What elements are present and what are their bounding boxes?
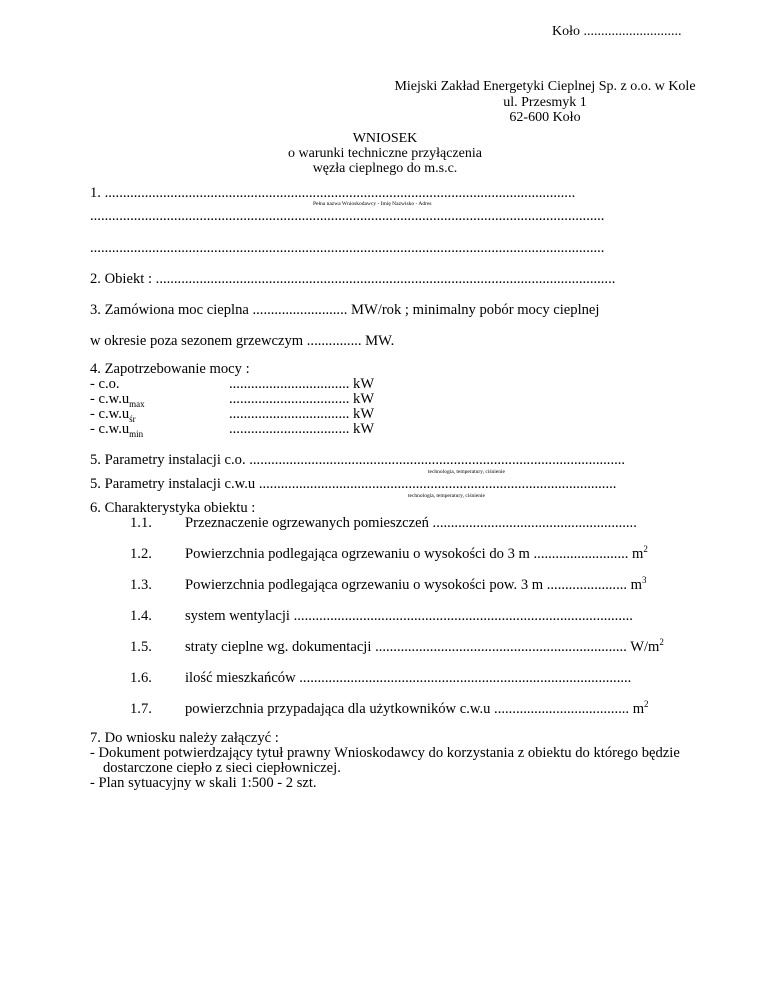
power-row-value: ................................. kW xyxy=(229,421,375,437)
section7-heading: 7. Do wniosku należy załączyć : xyxy=(90,730,279,746)
item-text xyxy=(185,544,648,562)
title-subject-2: węzła cieplnego do m.s.c. xyxy=(312,161,458,176)
section5b-caption: technologia, temperatury, ciśnienie xyxy=(408,493,485,499)
item-text-body: straty cieplne wg. dokumentacji ..................................................................... W/m xyxy=(185,639,660,655)
item-number: 1.2. xyxy=(130,546,152,562)
item-number: 1.4. xyxy=(130,608,152,624)
attachment-item-1-cont: dostarczone ciepło z sieci ciepłowniczej. xyxy=(103,760,341,776)
section3-line1: 3. Zamówiona moc cieplna .......................... MW/rok ; minimalny pobór mocy cieplnej xyxy=(90,302,600,318)
section1-line2: ............................................................................................................................................. xyxy=(90,208,605,224)
section3-line2: w okresie poza sezonem grzewczym ............... MW. xyxy=(90,333,395,349)
item-text: ilość mieszkańców ........................................................................................... xyxy=(185,670,632,686)
item-text xyxy=(185,637,664,655)
power-row-label: - c.w.u xyxy=(90,391,130,407)
power-row-value: ................................. kW xyxy=(229,376,375,392)
section1-caption: Pełna nazwa Wnioskodawcy - Imię Nazwisko - Adres xyxy=(313,201,432,207)
power-row-label: - c.o. xyxy=(90,376,120,392)
item-number: 1.3. xyxy=(130,577,152,593)
power-row-subscript: max xyxy=(129,398,145,409)
section5a-line: 5. Parametry instalacji c.o. ....................................................................................................... xyxy=(90,452,626,468)
item-text xyxy=(185,575,647,593)
company-street: ul. Przesmyk 1 xyxy=(503,95,587,110)
item-text xyxy=(185,699,649,717)
title-subject: o warunki techniczne przyłączenia xyxy=(288,146,482,161)
unit-superscript: 2 xyxy=(643,544,648,555)
power-row-subscript: min xyxy=(129,428,144,439)
item-number: 1.7. xyxy=(130,701,152,717)
power-row-cwu-max xyxy=(90,392,145,407)
attachment-item-2: - Plan sytuacyjny w skali 1:500 - 2 szt. xyxy=(90,775,317,791)
company-name: Miejski Zakład Energetyki Cieplnej Sp. z o.o. w Kole xyxy=(394,79,696,94)
title-wniosek: WNIOSEK xyxy=(352,131,418,146)
power-row-co xyxy=(90,377,120,392)
item-number: 1.6. xyxy=(130,670,152,686)
section1-line3: ............................................................................................................................................. xyxy=(90,240,605,256)
unit-superscript: 2 xyxy=(644,699,649,710)
unit-superscript: 3 xyxy=(642,575,647,586)
item-text-body: Powierzchnia podlegająca ogrzewaniu o wysokości do 3 m .......................... m xyxy=(185,546,644,562)
power-row-label: - c.w.u xyxy=(90,406,130,422)
unit-superscript: 2 xyxy=(659,637,664,648)
power-row-value: ................................. kW xyxy=(229,391,375,407)
item-text-body: powierzchnia przypadająca dla użytkowników c.w.u ..................................... m xyxy=(185,701,645,717)
section4-heading: 4. Zapotrzebowanie mocy : xyxy=(90,361,250,377)
company-postal: 62-600 Koło xyxy=(509,110,581,125)
power-row-subscript: śr xyxy=(129,413,136,424)
section6-heading: 6. Charakterystyka obiektu : xyxy=(90,500,256,516)
item-text-body: Powierzchnia podlegająca ogrzewaniu o wysokości pow. 3 m ...................... m xyxy=(185,577,643,593)
section5a-caption: technologia, temperatury, ciśnienie xyxy=(428,469,505,475)
attachment-item-1: - Dokument potwierdzający tytuł prawny Wnioskodawcy do korzystania z obiektu do którego będzie xyxy=(90,745,680,761)
city-date-line: Koło ............................ xyxy=(552,24,682,39)
item-text: Przeznaczenie ogrzewanych pomieszczeń ........................................................ xyxy=(185,515,637,531)
section5b-line: 5. Parametry instalacji c.w.u .................................................................................................. xyxy=(90,476,617,492)
item-number: 1.5. xyxy=(130,639,152,655)
power-row-cwu-sr xyxy=(90,407,136,422)
section2-line: 2. Obiekt : .............................................................................................................................. xyxy=(90,271,616,287)
section1-line: 1. ................................................................................................................................. xyxy=(90,185,576,201)
item-number: 1.1. xyxy=(130,515,152,531)
power-row-value: ................................. kW xyxy=(229,406,375,422)
power-row-label: - c.w.u xyxy=(90,421,130,437)
item-text: system wentylacji ............................................................................................. xyxy=(185,608,633,624)
power-row-cwu-min xyxy=(90,422,143,437)
